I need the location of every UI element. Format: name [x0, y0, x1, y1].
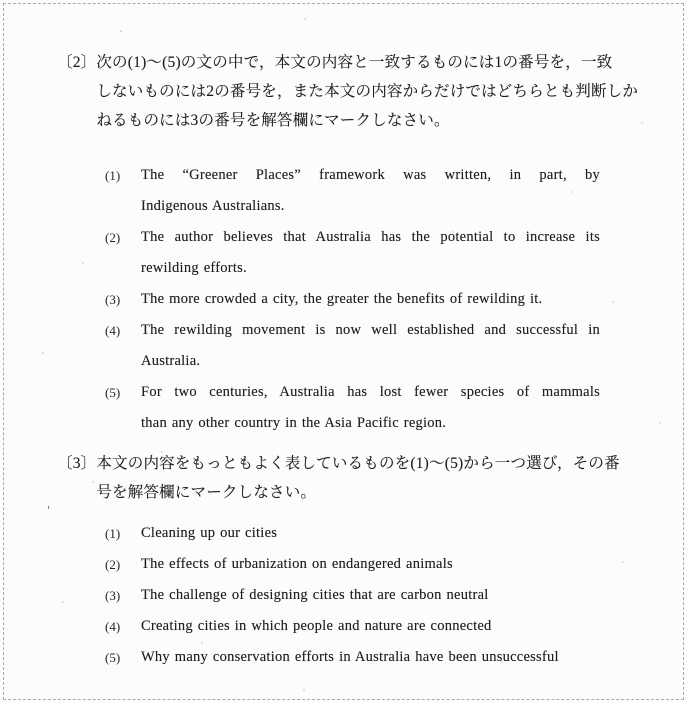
choice-text-line: Why many conservation efforts in Australia have been unsuccessful — [141, 649, 559, 665]
choice-list — [105, 160, 600, 439]
choice-item — [105, 518, 600, 549]
choice-number: (5) — [105, 650, 121, 665]
choice-number: (1) — [105, 526, 121, 541]
choice-item — [105, 315, 600, 377]
section-instruction — [96, 48, 638, 135]
choice-text-line: The effects of urbanization on endangered animals — [141, 556, 453, 572]
choice-list — [105, 518, 600, 673]
choice-number: (2) — [105, 557, 121, 572]
choice-item — [105, 549, 600, 580]
instruction-line: 号を解答欄にマークしなさい。 — [96, 484, 317, 501]
choice-number: (3) — [105, 588, 121, 603]
choice-item — [105, 222, 600, 284]
section-instruction — [96, 449, 619, 507]
choice-text-line: The “Greener Places” framework was written, in part, by — [141, 167, 600, 183]
choice-item — [105, 160, 600, 222]
choice-item — [105, 611, 600, 642]
scan-artifact-mark: ' — [46, 502, 51, 518]
choice-text — [141, 315, 600, 377]
section-heading — [57, 449, 620, 507]
choice-text-line: The challenge of designing cities that are carbon neutral — [141, 587, 489, 603]
choice-text-line: Cleaning up our cities — [141, 525, 278, 541]
choice-text-line: Creating cities in which people and nature are connected — [141, 618, 492, 634]
choice-text-line: Australia. — [141, 353, 201, 369]
choice-text — [141, 580, 600, 611]
section-number-label: 〔3〕 — [57, 455, 97, 472]
choice-text — [141, 642, 600, 673]
choice-item — [105, 377, 600, 439]
instruction-line: ねるものには3の番号を解答欄にマークしなさい。 — [96, 112, 450, 129]
question-section-2 — [57, 48, 639, 439]
choice-text-line: Indigenous Australians. — [141, 198, 285, 214]
choice-text — [141, 549, 600, 580]
choice-text — [141, 284, 600, 315]
choice-text-line: For two centuries, Australia has lost fewer species of mammals — [141, 384, 600, 400]
scan-noise — [0, 0, 2, 2]
choice-text-line: The author believes that Australia has the potential to increase its — [141, 229, 600, 245]
choice-text-line: than any other country in the Asia Pacific region. — [141, 415, 447, 431]
choice-number: (5) — [105, 385, 121, 400]
document-body — [57, 48, 639, 673]
choice-number: (4) — [105, 323, 121, 338]
choice-item — [105, 642, 600, 673]
choice-number: (2) — [105, 230, 121, 245]
choice-number: (4) — [105, 619, 121, 634]
choice-item — [105, 580, 600, 611]
choice-text — [141, 222, 600, 284]
choice-text — [141, 160, 600, 222]
choice-text — [141, 518, 600, 549]
question-section-3 — [57, 449, 620, 673]
choice-text-line: rewilding efforts. — [141, 260, 247, 276]
instruction-line: しないものには2の番号を，また本文の内容からだけではどちらとも判断しか — [96, 83, 639, 100]
choice-number: (3) — [105, 292, 121, 307]
section-number-label: 〔2〕 — [57, 54, 97, 71]
instruction-line: 次の(1)～(5)の文の中で，本文の内容と一致するものには1の番号を，一致 — [96, 54, 613, 71]
choice-text-line: The more crowded a city, the greater the benefits of rewilding it. — [141, 291, 543, 307]
choice-text-line: The rewilding movement is now well established and successful in — [141, 322, 600, 338]
instruction-line: 本文の内容をもっともよく表しているものを(1)～(5)から一つ選び，その番 — [96, 455, 620, 472]
choice-number: (1) — [105, 168, 121, 183]
section-heading — [57, 48, 639, 135]
choice-item — [105, 284, 600, 315]
choice-text — [141, 377, 600, 439]
choice-text — [141, 611, 600, 642]
